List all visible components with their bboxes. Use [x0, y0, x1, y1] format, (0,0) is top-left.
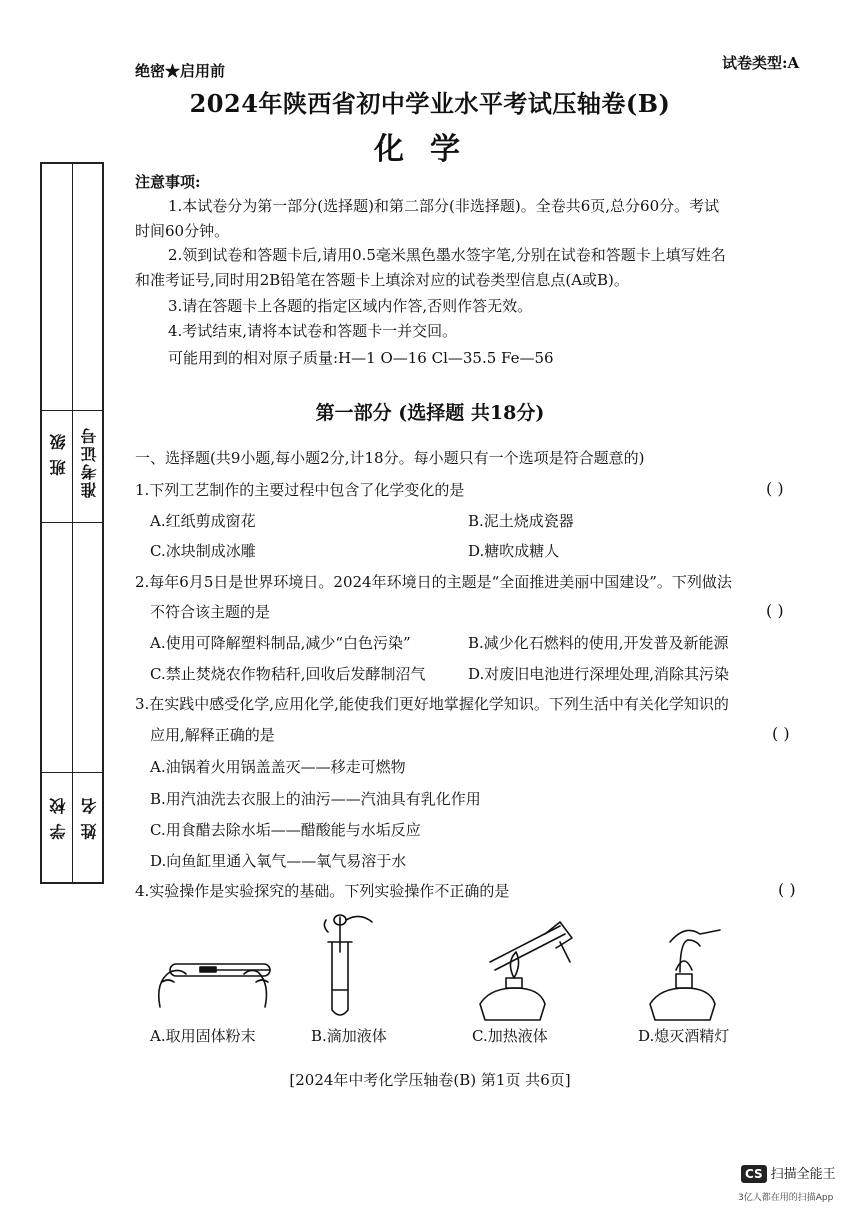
part1-instruction: 一、选择题(共9小题,每小题2分,计18分。每小题只有一个选项是符合题意的) [135, 449, 645, 467]
option-a: A.红纸剪成窗花 [150, 512, 256, 530]
note-item: 3.请在答题卡上各题的指定区域内作答,否则作答无效。 [168, 297, 533, 315]
lab-operation-illustrations [140, 912, 800, 1022]
scanner-logo [741, 1163, 836, 1183]
figure-label-d: D.熄灭酒精灯 [638, 1027, 730, 1045]
question-3-stem-cont: 应用,解释正确的是 [150, 726, 275, 744]
atomic-mass-info: 可能用到的相对原子质量:H—1 O—16 Cl—35.5 Fe—56 [168, 349, 554, 367]
option-a: A.油锅着火用锅盖盖灭——移走可燃物 [150, 758, 406, 776]
note-item: 和准考证号,同时用2B铅笔在答题卡上填涂对应的试卷类型信息点(A或B)。 [135, 271, 629, 289]
option-b: B.泥土烧成瓷器 [468, 512, 574, 530]
note-item: 2.领到试卷和答题卡后,请用0.5毫米黑色墨水签字笔,分别在试卷和答题卡上填写姓名 [168, 246, 726, 264]
answer-paren: ( ) [772, 724, 790, 743]
question-1-stem: 1.下列工艺制作的主要过程中包含了化学变化的是 [135, 481, 465, 499]
option-a: A.使用可降解塑料制品,减少“白色污染” [150, 634, 411, 652]
confidential-label: 绝密★启用前 [135, 62, 226, 80]
side-divider [72, 164, 73, 882]
option-d: D.对废旧电池进行深埋处理,消除其污染 [468, 665, 730, 683]
name-field-label: 姓 名 [80, 796, 99, 840]
option-b: B.用汽油洗去衣服上的油污——汽油具有乳化作用 [150, 790, 481, 808]
question-2-stem: 2.每年6月5日是世界环境日。2024年环境日的主题是“全面推进美丽中国建设”。下列做法 [135, 573, 732, 591]
part1-title: 第一部分 (选择题 共18分) [315, 402, 545, 424]
figure-label-c: C.加热液体 [472, 1027, 548, 1045]
scanner-app-name: 扫描全能王 [770, 1167, 836, 1182]
notes-heading: 注意事项: [135, 173, 201, 191]
note-item: 时间60分钟。 [135, 222, 230, 240]
student-info-box [40, 162, 104, 884]
side-divider [42, 772, 102, 773]
note-item: 1.本试卷分为第一部分(选择题)和第二部分(非选择题)。全卷共6页,总分60分。考试 [168, 197, 720, 215]
answer-paren: ( ) [766, 601, 784, 620]
option-b: B.减少化石燃料的使用,开发普及新能源 [468, 634, 729, 652]
question-3-stem: 3.在实践中感受化学,应用化学,能使我们更好地掌握化学知识。下列生活中有关化学知识的 [135, 695, 729, 713]
option-d: D.糖吹成糖人 [468, 542, 560, 560]
heating-liquid-figure [480, 922, 572, 1020]
extinguish-lamp-figure [650, 930, 720, 1020]
figure-label-a: A.取用固体粉末 [150, 1027, 256, 1045]
question-4-stem: 4.实验操作是实验探究的基础。下列实验操作不正确的是 [135, 882, 510, 900]
exam-title: 2024年陕西省初中学业水平考试压轴卷(B) [189, 89, 671, 118]
scanner-tagline: 3亿人都在用的扫描App [738, 1193, 834, 1203]
answer-paren: ( ) [778, 880, 796, 899]
scanner-logo-badge: CS [741, 1165, 767, 1183]
side-divider [42, 522, 102, 523]
answer-paren: ( ) [766, 479, 784, 498]
class-field-label: 班 级 [49, 432, 68, 476]
powder-test-tube-figure [159, 964, 270, 1007]
option-c: C.冰块制成冰雕 [150, 542, 256, 560]
question-2-stem-cont: 不符合该主题的是 [150, 603, 271, 621]
option-c: C.用食醋去除水垢——醋酸能与水垢反应 [150, 821, 421, 839]
dropper-test-tube-figure [324, 915, 372, 1015]
option-d: D.向鱼缸里通入氧气——氧气易溶于水 [150, 852, 407, 870]
page-footer: [2024年中考化学压轴卷(B) 第1页 共6页] [289, 1071, 571, 1089]
paper-type: 试卷类型:A [722, 54, 800, 72]
school-field-label: 学 校 [49, 796, 68, 840]
figure-label-b: B.滴加液体 [311, 1027, 387, 1045]
note-item: 4.考试结束,请将本试卷和答题卡一并交回。 [168, 322, 458, 340]
subject-title: 化学 [374, 132, 486, 167]
exam-number-field-label: 准考证号 [80, 426, 99, 498]
option-c: C.禁止焚烧农作物秸秆,回收后发酵制沼气 [150, 665, 426, 683]
